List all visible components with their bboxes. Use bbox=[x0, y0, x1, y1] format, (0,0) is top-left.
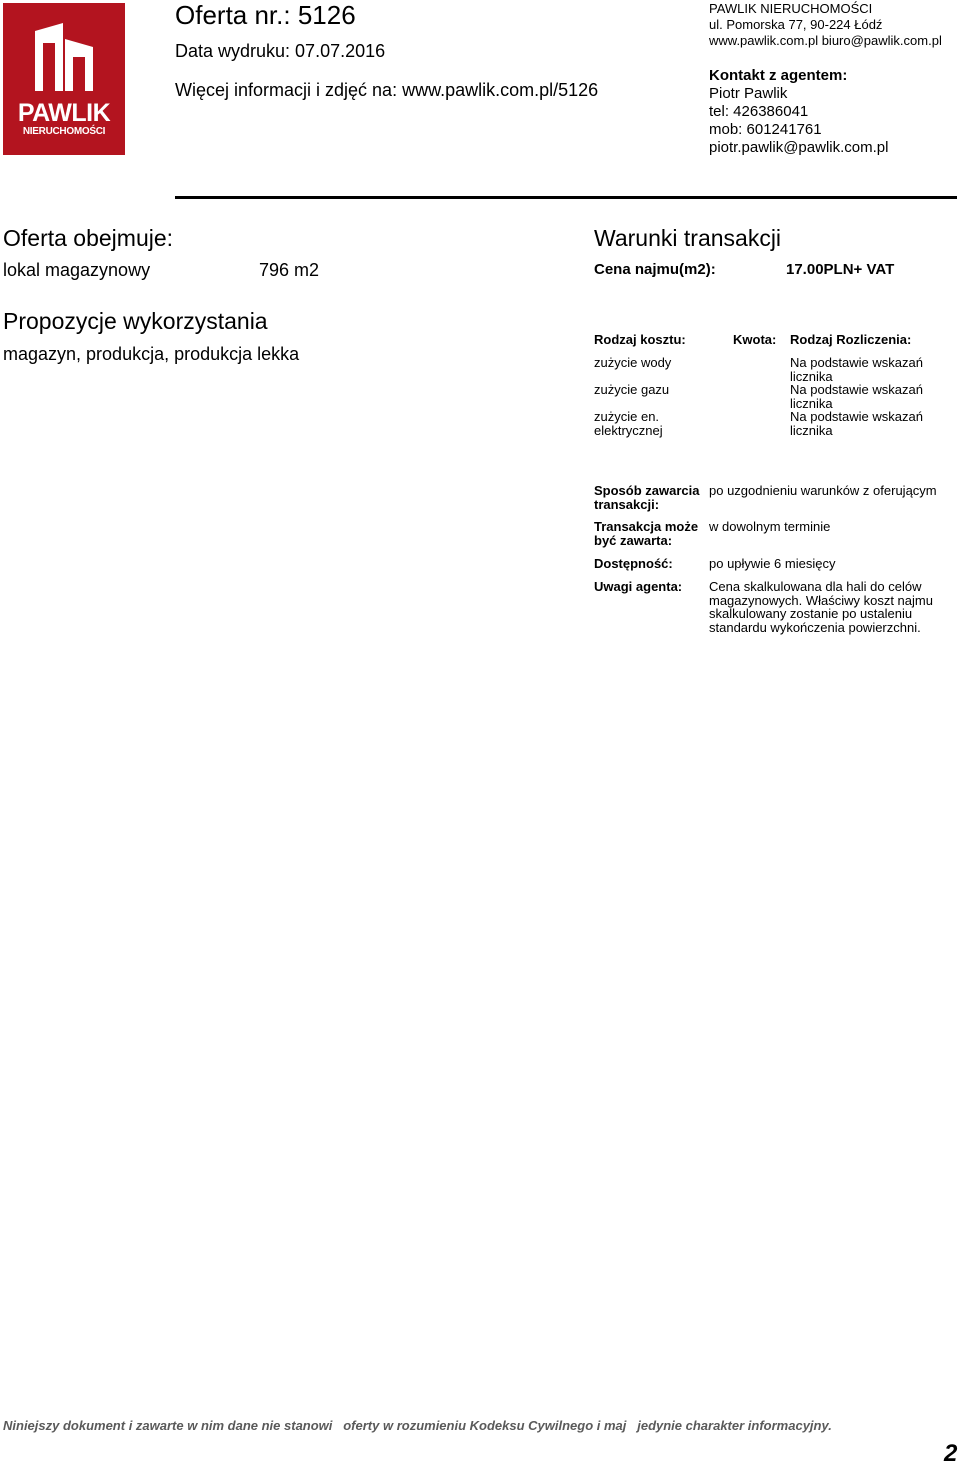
detail-value: po uzgodnieniu warunków z oferującym bbox=[709, 483, 937, 498]
cost-type-header: Rodzaj kosztu: bbox=[594, 332, 686, 347]
detail-value: w dowolnym terminie bbox=[709, 519, 831, 534]
cost-amount-header: Kwota: bbox=[733, 332, 777, 347]
detail-value: po upływie 6 miesięcy bbox=[709, 556, 836, 571]
more-info-link[interactable]: Więcej informacji i zdjęć na: www.pawlik.com.pl/5126 bbox=[175, 80, 599, 100]
usage-heading: Propozycje wykorzystania bbox=[3, 308, 268, 334]
detail-label: Dostępność: bbox=[594, 556, 673, 571]
contact-heading: Kontakt z agentem: bbox=[709, 67, 848, 84]
detail-label: Transakcja może być zawarta: bbox=[594, 519, 699, 548]
footer-disclaimer: Niniejszy dokument i zawarte w nim dane nie stanowi oferty w rozumieniu Kodeksu Cywilnego i maj jedynie charakter informacyjny. bbox=[3, 1418, 832, 1433]
page-number: 2 bbox=[944, 1440, 958, 1467]
agent-contact bbox=[709, 85, 888, 157]
detail-label: Sposób zawarcia transakcji: bbox=[594, 483, 700, 512]
agent-mobile[interactable]: mob: 601241761 bbox=[709, 121, 822, 138]
print-date: Data wydruku: 07.07.2016 bbox=[175, 41, 386, 61]
company-web-mail[interactable]: www.pawlik.com.pl biuro@pawlik.com.pl bbox=[709, 33, 942, 48]
cost-row-type: zużycie en. elektrycznej bbox=[594, 409, 663, 438]
cost-row-type: zużycie gazu bbox=[594, 382, 670, 397]
header-divider bbox=[175, 196, 957, 199]
usage-text: magazyn, produkcja, produkcja lekka bbox=[3, 344, 300, 364]
logo-brand: PAWLIK bbox=[17, 99, 111, 127]
company-logo bbox=[3, 3, 125, 155]
cost-settlement-header: Rodzaj Rozliczenia: bbox=[790, 332, 912, 347]
agent-remarks: Cena skalkulowana dla hali do celów magazynowych. Właściwy koszt najmu skalkulowany zostanie po ustaleniu standardu wykończenia powierzchni. bbox=[709, 579, 933, 635]
offer-heading: Oferta obejmuje: bbox=[3, 225, 174, 251]
terms-heading: Warunki transakcji bbox=[594, 225, 782, 251]
property-type: lokal magazynowy bbox=[3, 260, 151, 280]
cost-row-settlement: Na podstawie wskazań licznika bbox=[790, 355, 923, 384]
price-value: 17.00PLN+ VAT bbox=[786, 261, 895, 278]
agent-phone[interactable]: tel: 426386041 bbox=[709, 103, 809, 120]
agent-email[interactable]: piotr.pawlik@pawlik.com.pl bbox=[709, 139, 889, 156]
cost-row-type: zużycie wody bbox=[594, 355, 672, 370]
detail-label: Uwagi agenta: bbox=[594, 579, 683, 594]
company-info bbox=[709, 1, 942, 49]
company-address: ul. Pomorska 77, 90-224 Łódź bbox=[709, 17, 883, 32]
property-area: 796 m2 bbox=[259, 260, 320, 280]
price-label: Cena najmu(m2): bbox=[594, 261, 716, 278]
offer-title: Oferta nr.: 5126 bbox=[175, 0, 356, 30]
company-name: PAWLIK NIERUCHOMOŚCI bbox=[709, 1, 873, 16]
cost-row-settlement: Na podstawie wskazań licznika bbox=[790, 409, 923, 438]
agent-name: Piotr Pawlik bbox=[709, 85, 788, 102]
logo-subtitle: NIERUCHOMOŚCI bbox=[22, 126, 106, 137]
cost-row-settlement: Na podstawie wskazań licznika bbox=[790, 382, 923, 411]
